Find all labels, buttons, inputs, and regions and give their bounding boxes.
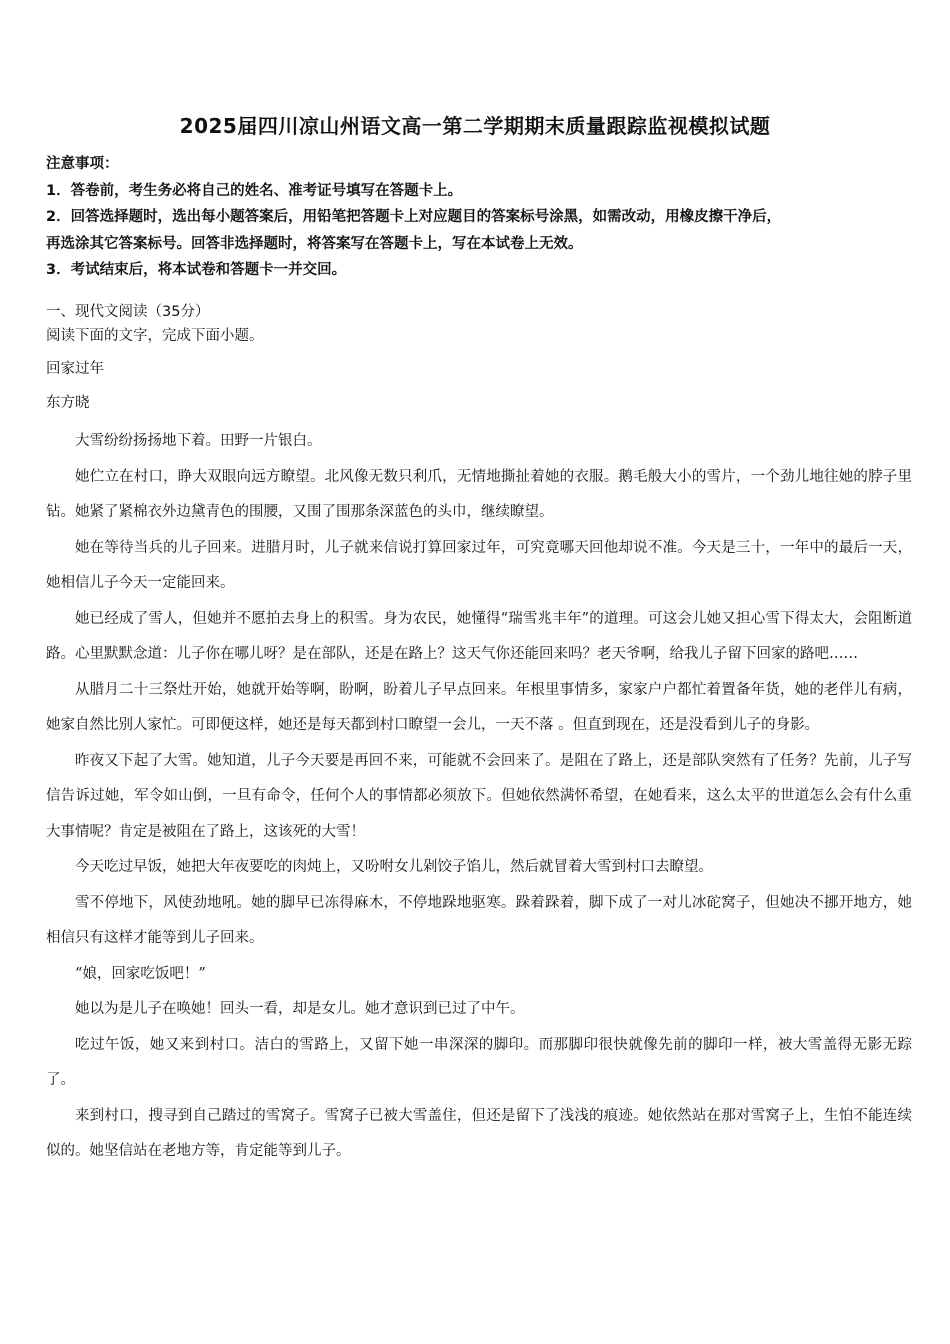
article-paragraph: 昨夜又下起了大雪。她知道，儿子今天要是再回不来，可能就不会回来了。是阻在了路上，还是部队突然有了任务？先前，儿子写信告诉过她，军令如山倒，一旦有命令，任何个人的事情都必须放下。但她依然满怀希望，在她看来，这么太平的世道怎么会有什么重大事情呢？肯定是被阻在了路上，这该死的大雪！ bbox=[46, 752, 912, 840]
notice-item: 再选涂其它答案标号。回答非选择题时，将答案写在答题卡上，写在本试卷上无效。 bbox=[46, 235, 583, 252]
article-paragraph: 来到村口，搜寻到自己踏过的雪窝子。雪窝子已被大雪盖住，但还是留下了浅浅的痕迹。她依然站在那对雪窝子上，生怕不能连续似的。她坚信站在老地方等，肯定能等到儿子。 bbox=[46, 1107, 912, 1159]
article-paragraph: 她在等待当兵的儿子回来。进腊月时，儿子就来信说打算回家过年，可究竟哪天回他却说不准。今天是三十，一年中的最后一天，她相信儿子今天一定能回来。 bbox=[46, 539, 912, 591]
article-paragraph: 从腊月二十三祭灶开始，她就开始等啊，盼啊，盼着儿子早点回来。年根里事情多，家家户户都忙着置备年货，她的老伴儿有病，她家自然比别人家忙。可即便这样，她还是每天都到村口瞭望一会儿，一天不落 。但直到现在，还是没看到儿子的身影。 bbox=[46, 681, 912, 733]
article-paragraph: 雪不停地下，风使劲地吼。她的脚早已冻得麻木，不停地跺地驱寒。跺着跺着，脚下成了一对儿冰砣窝子，但她决不挪开地方，她相信只有这样才能等到儿子回来。 bbox=[46, 894, 912, 946]
reading-instruction: 阅读下面的文字，完成下面小题。 bbox=[46, 328, 264, 344]
article-paragraph: 她伫立在村口，睁大双眼向远方瞭望。北风像无数只利爪，无情地撕扯着她的衣服。鹅毛般大小的雪片，一个劲儿地往她的脖子里钻。她紧了紧棉衣外边黛青色的围腰，又围了围那条深蓝色的头巾，继续瞭望。 bbox=[46, 468, 912, 520]
article-body bbox=[46, 424, 912, 1170]
article-author: 东方晓 bbox=[46, 395, 90, 411]
notice-heading: 注意事项： bbox=[46, 156, 119, 172]
notice-item: 3．考试结束后，将本试卷和答题卡一并交回。 bbox=[46, 262, 347, 278]
article-paragraph: 吃过午饭，她又来到村口。洁白的雪路上，又留下她一串深深的脚印。而那脚印很快就像先前的脚印一样，被大雪盖得无影无踪了。 bbox=[46, 1036, 912, 1088]
article-paragraph: 今天吃过早饭，她把大年夜要吃的肉炖上，又吩咐女儿剁饺子馅儿，然后就冒着大雪到村口去瞭望。 bbox=[75, 859, 713, 875]
article-paragraph: 她以为是儿子在唤她！回头一看，却是女儿。她才意识到已过了中午。 bbox=[75, 1001, 525, 1017]
article-paragraph: “娘，回家吃饭吧！” bbox=[75, 965, 206, 982]
notice-item: 2．回答选择题时，选出每小题答案后，用铅笔把答题卡上对应题目的答案标号涂黑，如需改动，用橡皮擦干净后， bbox=[46, 209, 782, 225]
page-title: 2025届四川凉山州语文高一第二学期期末质量跟踪监视模拟试题 bbox=[179, 114, 771, 138]
section-heading: 一、现代文阅读（35分） bbox=[46, 304, 210, 320]
notice-block bbox=[46, 151, 906, 284]
article-paragraph: 她已经成了雪人，但她并不愿拍去身上的积雪。身为农民，她懂得“瑞雪兆丰年”的道理。可这会儿她又担心雪下得太大，会阻断道路。心里默默念道：儿子你在哪儿呀？是在部队，还是在路上？这天气你还能回来吗？老天爷啊，给我儿子留下回家的路吧…… bbox=[46, 610, 912, 662]
article-title: 回家过年 bbox=[46, 361, 104, 377]
article-paragraph: 大雪纷纷扬扬地下着。田野一片银白。 bbox=[75, 433, 322, 449]
notice-item: 1．答卷前，考生务必将自己的姓名、准考证号填写在答题卡上。 bbox=[46, 182, 463, 199]
